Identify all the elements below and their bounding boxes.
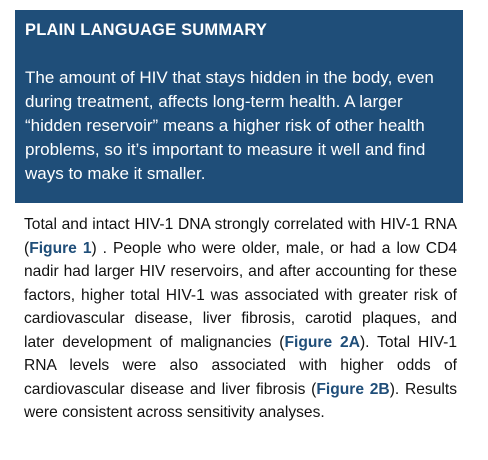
plain-language-summary-box: [15, 10, 463, 203]
results-text-segment-4: ). Results were consistent across sensitivity analyses.: [24, 380, 457, 421]
results-paragraph: [24, 213, 457, 425]
results-text-segment-2: ) . People who were older, male, or had a low CD4 nadir had larger HIV reservoirs, and after accounting for these factors, higher total HIV-1 was associated with greater risk of cardiovascular disease, liver fibrosis, carotid plaques, and later development of malignancies (: [24, 239, 458, 351]
results-text-segment-3: ). Total HIV-1 RNA levels were also associated with higher odds of cardiovascular disease and liver fibrosis (: [24, 333, 457, 398]
figure-2a-link[interactable]: Figure 2A: [284, 333, 360, 351]
results-text-segment-1: Total and intact HIV-1 DNA strongly correlated with HIV-1 RNA (: [24, 216, 457, 257]
figure-1-link[interactable]: Figure 1: [29, 239, 92, 257]
summary-text: The amount of HIV that stays hidden in the body, even during treatment, affects long-term health. A larger “hidden reservoir” means a higher risk of other health problems, so it’s important to measure it well and find ways to make it smaller.: [25, 68, 434, 183]
figure-2b-link[interactable]: Figure 2B: [316, 380, 390, 398]
summary-heading: PLAIN LANGUAGE SUMMARY: [25, 21, 268, 39]
